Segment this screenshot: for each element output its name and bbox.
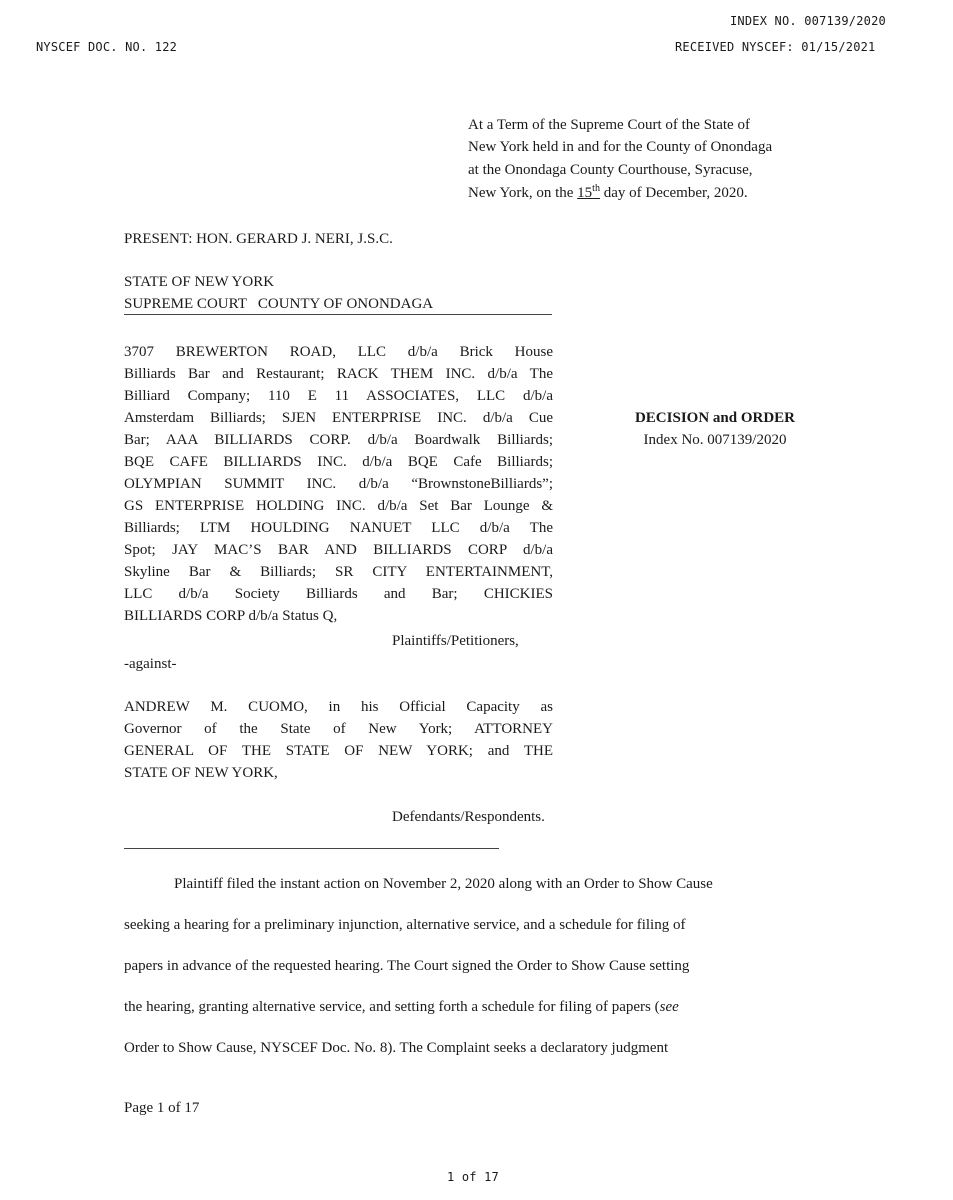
court-name: SUPREME COURT COUNTY OF ONONDAGA <box>124 296 434 312</box>
page-label: Page 1 of 17 <box>124 1100 200 1116</box>
plaintiff-line: LLC d/b/a Society Billiards and Bar; CHICKIES <box>124 586 553 602</box>
body-line: Order to Show Cause, NYSCEF Doc. No. 8). The Complaint seeks a declaratory judgment <box>124 1040 669 1056</box>
term-line-suffix: day of December, 2020. <box>599 185 748 201</box>
term-line <box>468 185 748 202</box>
footer-page-number: 1 of 17 <box>447 1170 499 1184</box>
plaintiff-line: Amsterdam Billiards; SJEN ENTERPRISE INC. d/b/a Cue <box>124 410 553 426</box>
plaintiffs-role: Plaintiffs/Petitioners, <box>392 633 519 649</box>
decision-title: DECISION and ORDER <box>634 410 796 426</box>
plaintiff-line: 3707 BREWERTON ROAD, LLC d/b/a Brick House <box>124 344 553 360</box>
defendant-line: GENERAL OF THE STATE OF NEW YORK; and THE <box>124 743 553 759</box>
decision-index: Index No. 007139/2020 <box>643 432 787 448</box>
against-label: -against- <box>124 656 177 672</box>
received-date-stamp: RECEIVED NYSCEF: 01/15/2021 <box>675 40 876 54</box>
plaintiff-line: Bar; AAA BILLIARDS CORP. d/b/a Boardwalk Billiards; <box>124 432 553 448</box>
defendants-role: Defendants/Respondents. <box>392 809 545 825</box>
index-number-stamp: INDEX NO. 007139/2020 <box>730 14 886 28</box>
body-line: seeking a hearing for a preliminary injunction, alternative service, and a schedule for filing of <box>124 917 686 933</box>
see-signal: see <box>659 999 679 1015</box>
body-line: Plaintiff filed the instant action on November 2, 2020 along with an Order to Show Cause <box>174 876 713 892</box>
plaintiff-line: Billiard Company; 110 E 11 ASSOCIATES, LLC d/b/a <box>124 388 553 404</box>
body-line: the hearing, granting alternative service, and setting forth a schedule for filing of papers (see <box>124 999 679 1015</box>
term-line-prefix: New York, on the <box>468 185 578 201</box>
term-line: at the Onondaga County Courthouse, Syracuse, <box>468 162 753 178</box>
nyscef-doc-number: NYSCEF DOC. NO. 122 <box>36 40 178 54</box>
defendant-line: Governor of the State of New York; ATTORNEY <box>124 721 553 737</box>
plaintiff-line: Skyline Bar & Billiards; SR CITY ENTERTAINMENT, <box>124 564 553 580</box>
term-line: New York held in and for the County of Onondaga <box>468 139 773 155</box>
defendant-line: ANDREW M. CUOMO, in his Official Capacity as <box>124 699 553 715</box>
term-day: 15th <box>577 183 600 201</box>
plaintiff-line: Billiards Bar and Restaurant; RACK THEM INC. d/b/a The <box>124 366 553 382</box>
plaintiff-line: BILLIARDS CORP d/b/a Status Q, <box>124 608 338 624</box>
present-judge: PRESENT: HON. GERARD J. NERI, J.S.C. <box>124 231 393 247</box>
caption-divider-bottom <box>124 848 499 849</box>
term-line: At a Term of the Supreme Court of the State of <box>468 117 750 133</box>
body-line: papers in advance of the requested hearing. The Court signed the Order to Show Cause setting <box>124 958 690 974</box>
plaintiff-line: OLYMPIAN SUMMIT INC. d/b/a “BrownstoneBilliards”; <box>124 476 553 492</box>
plaintiff-line: GS ENTERPRISE HOLDING INC. d/b/a Set Bar Lounge & <box>124 498 553 514</box>
court-state: STATE OF NEW YORK <box>124 274 275 290</box>
term-day-suffix: th <box>592 183 600 194</box>
plaintiff-line: BQE CAFE BILLIARDS INC. d/b/a BQE Cafe Billiards; <box>124 454 553 470</box>
caption-divider-top <box>124 314 552 315</box>
defendant-line: STATE OF NEW YORK, <box>124 765 278 781</box>
plaintiff-line: Spot; JAY MAC’S BAR AND BILLIARDS CORP d/b/a <box>124 542 553 558</box>
plaintiff-line: Billiards; LTM HOULDING NANUET LLC d/b/a The <box>124 520 553 536</box>
